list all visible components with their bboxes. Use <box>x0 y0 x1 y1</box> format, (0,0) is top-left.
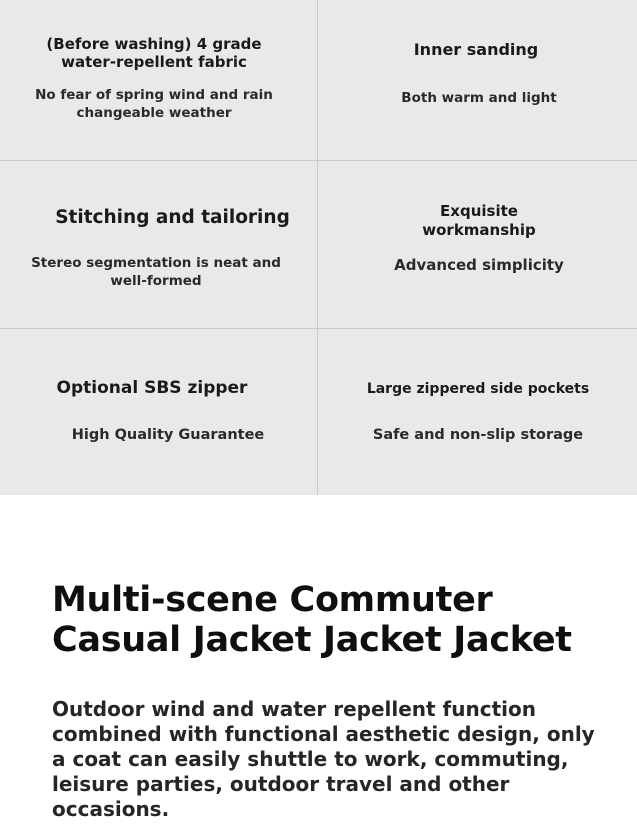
feature-subtitle-workmanship: Advanced simplicity <box>394 256 564 274</box>
feature-title-workmanship: Exquisite workmanship <box>422 202 536 239</box>
feature-subtitle-sbs-zipper: High Quality Guarantee <box>71 427 265 443</box>
product-headline: Multi-scene Commuter Casual Jacket Jacket Jacket <box>52 580 572 660</box>
grid-divider-row-1 <box>0 160 637 161</box>
feature-title-sbs-zipper: Optional SBS zipper <box>56 378 248 398</box>
product-description: Outdoor wind and water repellent function combined with functional aesthetic design, only a coat can easily shuttle to work, commuting, leisure parties, outdoor travel and other occasions. <box>52 697 595 821</box>
feature-subtitle-water-repellent: No fear of spring wind and rain changeable weather <box>35 87 273 121</box>
feature-subtitle-stitching: Stereo segmentation is neat and well-formed <box>31 255 281 289</box>
grid-divider-row-2 <box>0 328 637 329</box>
feature-title-stitching: Stitching and tailoring <box>55 207 290 228</box>
feature-title-side-pockets: Large zippered side pockets <box>366 381 590 397</box>
feature-title-inner-sanding: Inner sanding <box>413 40 539 59</box>
feature-subtitle-side-pockets: Safe and non-slip storage <box>372 427 584 443</box>
feature-subtitle-inner-sanding: Both warm and light <box>401 90 557 106</box>
grid-divider-vertical <box>317 0 318 495</box>
feature-title-water-repellent: (Before washing) 4 grade water-repellent fabric <box>46 35 262 71</box>
